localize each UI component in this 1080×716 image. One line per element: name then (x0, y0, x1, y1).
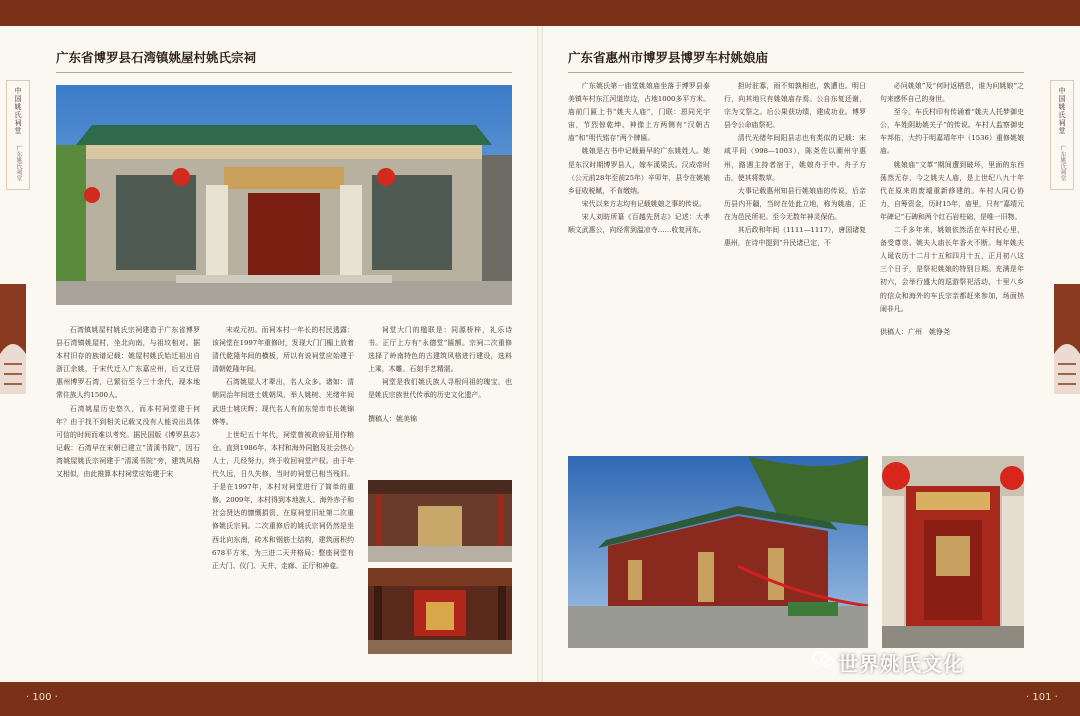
left-ornament-block (0, 284, 26, 394)
main-temple-photo (56, 85, 512, 305)
paragraph: 姚娘庙“文革”期间遭到破坏，里面的东西荡然无存，今之姚夫人庙，是上世纪八九十年代在原来的废墟重新修建的。车村人同心协力，自筹资金，历时15年，庙里，只有“嘉靖元年碑记”石碑和两个红石岩柱础，是唯一旧物。 (880, 160, 1024, 221)
right-credit: 供稿人：广州 姚铮尧 (880, 327, 950, 336)
hall-interior-photo (368, 480, 512, 562)
right-column-1 (568, 80, 710, 470)
right-page-title: 广东省惠州市博罗县博罗车村姚娘庙 (568, 50, 769, 65)
right-column-3 (880, 80, 1024, 470)
left-side-tab-title: 中国姚氏祠堂 (14, 87, 22, 135)
shrine-photo (368, 568, 512, 654)
right-side-tab (1050, 80, 1074, 190)
paragraph: 至今，车氏村印有传诵着“姚夫人托梦御史公，车姓阴助姚关子”的传说。车村人监察御史车邦佑，大约于明嘉靖年中（1536）重修姚娘庙。 (880, 108, 1024, 156)
paragraph: 广东姚氏第一庙堂姚娘庙坐落于博罗县泰美镇车村东江河道岸边，占地1000多平方米。庙前门匾上书“姚夫人庙”，门联：恩同光宇宙，节烈惊乾坤。神像上方两侧有“汉朝古庙”和“明代铭存”两个牌匾。 (568, 82, 710, 143)
right-title-rule (568, 72, 1024, 73)
paragraph: 石湾姚屋人才辈出，名人众多。诸如：清朝同治年间进士姚朝凤、举人姚树、光绪年间武进士姚庆辉；现代名人有前东莞市市长姚锦烨等。 (212, 378, 354, 426)
paragraph: 二千多年来，姚娘依然活在车村民心里，备受尊崇。姚夫人庙长年香火不断。每年姚夫人诞农历十二月十五和四月十五，正月初八这三个日子，是祭祀姚娘的特别日期。充满是年初六，会举行盛大的巡游祭祀活动，十里八乡的信众和海外的车氏宗亲都赶来参加，场面热闹非凡。 (880, 226, 1024, 313)
pagoda-ornament-icon (0, 284, 26, 394)
paragraph: 姚娘是古书中记载最早的广东姚姓人。她是东汉时期博罗县人，嫁车溪梁氏。汉成帝时（公元前28年至前25年）辛卯年，县令在姚娘乡征收税赋，不肯缴纳。 (568, 147, 710, 195)
left-column-2 (212, 324, 354, 679)
pagoda-ornament-icon (1054, 284, 1080, 394)
left-page-number: · 100 · (26, 692, 58, 703)
paragraph: 其后政和年间（1111—1117），唐国诸复惠州，在诗中提到“升民诸已定，不 (724, 226, 866, 248)
paragraph: 石湾镇姚屋村姚氏宗祠建造于广东省博罗县石湾镇姚屋村，坐北向南，与祖坟相对。据本村旧存的族谱记载：姚屋村姚氏始迁祖出自浙江余姚，于宋代迁入广东嘉应州，后又迁居惠州博罗石湾，已繁衍至今三十余代，现本地常住族人约1500人。 (56, 326, 200, 400)
left-side-tab-sub: 广东姚氏祠堂 (15, 145, 22, 181)
paragraph: 上世纪五十年代，祠堂曾被政府征用作粮仓。直到1986年，本村和海外同胞及社会热心人士，几经努力，终于收回祠堂产权。由于年代久远，日久失修，当时的祠堂已相当残旧。于是在1997年，本村对祠堂进行了简单的重修。2009年，本村得到本地族人、海外赤子和社会贤达的慷慨捐资，在原祠堂旧址第二次重修姚氏宗祠。二次重修后的姚氏宗祠仍然是坐西北向东南，砖木和钢筋土结构，建筑面积约678平方米，为三进二天井格局；整座祠堂有正大门、仪门、天井、走廊、正厅和神龛。 (212, 430, 354, 570)
right-page-number: · 101 · (1026, 692, 1058, 703)
left-page-title: 广东省博罗县石湾镇姚屋村姚氏宗祠 (56, 50, 257, 65)
paragraph: 末或元初。而祠本村一年长的村民透露：该祠堂在1997年重修时，发现大门门楣上放着清代乾隆年间的横板，所以有说祠堂应始建于清朝乾隆年间。 (212, 326, 354, 374)
right-column-2 (724, 80, 866, 470)
bottom-band (0, 682, 1080, 716)
top-band (0, 0, 1080, 26)
paragraph: 祠堂大门的楹联是：同源桥梓，礼乐诗书。正厅上方有“永德堂”匾额。宗祠二次重修选择了岭南特色的古建筑风格进行建设，选料上乘，木雕、石刻手艺精湛。 (368, 326, 512, 374)
paragraph: 宋人刘昉所纂《百越先贤志》记述：大孝顺文武惠公，向经常到温凉寺……收复河东。 (568, 212, 710, 235)
spine-gutter (537, 26, 543, 682)
magazine-spread (0, 26, 1080, 682)
watermark-text: 世界姚氏文化 (838, 652, 964, 676)
paragraph: 必问姚娘”及“何时返栖息，谁为问姚娘”之句来感怀自己的身世。 (880, 82, 1024, 104)
left-title-rule (56, 72, 512, 73)
right-side-tab-sub: 广东姚氏祠堂 (1059, 145, 1066, 181)
paragraph: 石湾姚屋历史悠久，而本村祠堂建于何年？由于找不到相关记载又没有人能说出具体可信的时间而难以考究。据民国版《博罗县志》记载：石湾早在宋朝已建立“清溪书院”，因石湾姚屋姚氏宗祠建于“清溪书院”旁，建筑风格又相似，由此推算本村祠堂应始建于宋 (56, 404, 200, 479)
right-ornament-block (1054, 284, 1080, 394)
right-side-tab-title: 中国姚氏祠堂 (1058, 87, 1066, 135)
temple-exterior-photo (568, 456, 868, 648)
paragraph: 清代光绪年间阳县志也有类似的记载：宋咸平间（998—1003），陈尧佐以潮州守惠州，路遇主持者宿于，姚娘舟于中。舟子方击，使其将数草。 (724, 134, 866, 182)
left-column-3 (368, 324, 512, 494)
chat-logo-icon (812, 650, 834, 668)
left-side-tab (6, 80, 30, 190)
temple-gate-photo (882, 456, 1024, 648)
left-credit: 撰稿人：姚美锦 (368, 414, 417, 423)
paragraph: 祠堂是我们姚氏族人寻根问祖的瑰宝，也是姚氏宗族世代传承的历史文化遗产。 (368, 378, 512, 400)
paragraph: 大事记载惠州知县行姚娘庙的传说，后亲历县内开疆，当时在处此立地，称为姚庙，正在为邑民所祀。至今无数年神灵保佑。 (724, 186, 866, 221)
left-column-1 (56, 324, 200, 579)
paragraph: 宋代以来方志均有记载姚娘之事的传说。 (581, 199, 706, 208)
paragraph: 担时驻寡，雨不知孰相也，孰遭也。明日行，向其地只有姚娘庙存焉。公自东复还谢，宗为文祭之。后公果获功绩，建成功业。博罗县令公命庙祭祀。 (724, 82, 866, 130)
